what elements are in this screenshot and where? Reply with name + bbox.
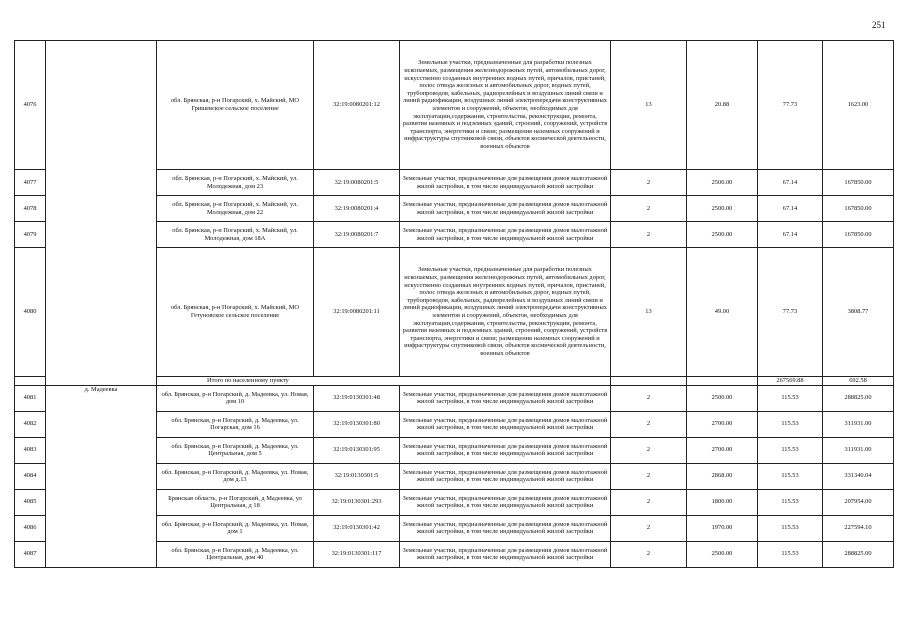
address-cell: обл. Брянская, р-н Погарский, д. Мадеевка, ул. Центральная, дом 40	[157, 541, 314, 567]
rate-cell: 115.53	[758, 463, 823, 489]
land-use-cell: Земельные участки, предназначенные для размещения домов малоэтажной жилой застройки, в том числе индивидуальной жилой застройки	[400, 170, 611, 196]
group-cell: 2	[611, 222, 687, 248]
group-cell: 2	[611, 515, 687, 541]
area-cell: 49.00	[687, 248, 758, 377]
area-cell: 2700.00	[687, 411, 758, 437]
group-cell: 13	[611, 248, 687, 377]
area-cell: 2500.00	[687, 541, 758, 567]
address-cell: обл. Брянская, р-н Погарский, д. Мадеевка, ул. Новая, дом 1	[157, 515, 314, 541]
address-cell: обл. Брянская, р-н Погарский, х. Майский, МО Гетуновское сельское поселение	[157, 248, 314, 377]
group-cell: 2	[611, 385, 687, 411]
group-cell: 2	[611, 196, 687, 222]
area-cell: 20.88	[687, 41, 758, 170]
group-cell: 2	[611, 463, 687, 489]
group-cell: 2	[611, 541, 687, 567]
land-use-cell: Земельные участки, предназначенные для размещения домов малоэтажной жилой застройки, в том числе индивидуальной жилой застройки	[400, 385, 611, 411]
address-cell: Брянская область, р-н Погарский, д Мадеевка, ул Центральная, д 18	[157, 489, 314, 515]
area-cell: 2700.00	[687, 437, 758, 463]
rate-cell: 115.53	[758, 541, 823, 567]
rate-cell: 77.73	[758, 248, 823, 377]
address-cell: обл. Брянская, р-н Погарский, х. Майский, ул. Молодежная, дом 22	[157, 196, 314, 222]
value-cell: 167850.00	[823, 222, 894, 248]
value-cell: 1623.00	[823, 41, 894, 170]
locality-cell	[46, 41, 157, 386]
page-number: 251	[872, 20, 886, 30]
area-cell: 1800.00	[687, 489, 758, 515]
row-number: 4076	[15, 41, 46, 170]
rate-cell: 67.14	[758, 222, 823, 248]
row-number: 4078	[15, 196, 46, 222]
land-use-cell: Земельные участки, предназначенные для размещения домов малоэтажной жилой застройки, в том числе индивидуальной жилой застройки	[400, 489, 611, 515]
land-use-cell: Земельные участки, предназначенные для размещения домов малоэтажной жилой застройки, в том числе индивидуальной жилой застройки	[400, 541, 611, 567]
value-cell: 207954.00	[823, 489, 894, 515]
value-cell: 331340.04	[823, 463, 894, 489]
value-cell: 3808.77	[823, 248, 894, 377]
rate-cell: 115.53	[758, 515, 823, 541]
rate-cell: 115.53	[758, 385, 823, 411]
cadastral-number: 32:19:0080201:7	[314, 222, 400, 248]
row-number: 4080	[15, 248, 46, 377]
rate-cell: 67.14	[758, 170, 823, 196]
row-number: 4084	[15, 463, 46, 489]
value-cell: 311931.00	[823, 437, 894, 463]
land-use-cell: Земельные участки, предназначенные для размещения домов малоэтажной жилой застройки, в том числе индивидуальной жилой застройки	[400, 196, 611, 222]
area-cell: 2500.00	[687, 196, 758, 222]
locality-name: д. Мадеевка	[46, 385, 157, 567]
address-cell: обл. Брянская, р-н Погарский, х. Майский, ул. Молодежная, дом 18А	[157, 222, 314, 248]
address-cell: обл. Брянская, р-н Погарский, д. Мадеевка, ул. Новая, дом д.13	[157, 463, 314, 489]
address-cell: обл. Брянская, р-н Погарский, х. Майский, МО Гришевское сельское поселение	[157, 41, 314, 170]
group-cell: 2	[611, 170, 687, 196]
row-number: 4087	[15, 541, 46, 567]
area-cell: 1970.00	[687, 515, 758, 541]
subtotal-label: Итого по населенному пункту	[157, 377, 611, 386]
cadastral-number: 32:19:0080201:11	[314, 248, 400, 377]
value-cell: 288825.00	[823, 385, 894, 411]
land-use-cell: Земельные участки, предназначенные для размещения домов малоэтажной жилой застройки, в том числе индивидуальной жилой застройки	[400, 437, 611, 463]
land-use-cell: Земельные участки, предназначенные для размещения домов малоэтажной жилой застройки, в том числе индивидуальной жилой застройки	[400, 222, 611, 248]
subtotal-area: 267569.88	[758, 377, 823, 386]
area-cell: 2500.00	[687, 170, 758, 196]
row-number: 4079	[15, 222, 46, 248]
cadastral-number: 32:19:0130301:5	[314, 463, 400, 489]
land-use-cell: Земельные участки, предназначенные для размещения домов малоэтажной жилой застройки, в том числе индивидуальной жилой застройки	[400, 411, 611, 437]
land-use-cell: Земельные участки, предназначенные для размещения домов малоэтажной жилой застройки, в том числе индивидуальной жилой застройки	[400, 463, 611, 489]
row-number: 4077	[15, 170, 46, 196]
value-cell: 288825.00	[823, 541, 894, 567]
table-row	[15, 385, 894, 411]
group-cell: 2	[611, 489, 687, 515]
row-number: 4081	[15, 385, 46, 411]
cadastral-number: 32:19:0130301:117	[314, 541, 400, 567]
address-cell: обл. Брянская, р-н Погарский, д. Мадеевка, ул. Центральная, дом 5	[157, 437, 314, 463]
cadastral-number: 32:19:0130301:293	[314, 489, 400, 515]
value-cell: 167850.00	[823, 196, 894, 222]
cadastral-number: 32:19:0130301:48	[314, 385, 400, 411]
area-cell: 2868.00	[687, 463, 758, 489]
subtotal-rate: 692.58	[823, 377, 894, 386]
address-cell: обл. Брянская, р-н Погарский, х. Майский, ул. Молодежная, дом 23	[157, 170, 314, 196]
rate-cell: 77.73	[758, 41, 823, 170]
group-cell: 2	[611, 437, 687, 463]
value-cell: 227594.10	[823, 515, 894, 541]
area-cell: 2500.00	[687, 385, 758, 411]
group-cell: 2	[611, 411, 687, 437]
row-number: 4082	[15, 411, 46, 437]
rate-cell: 67.14	[758, 196, 823, 222]
rate-cell: 115.53	[758, 437, 823, 463]
row-number: 4085	[15, 489, 46, 515]
group-cell: 13	[611, 41, 687, 170]
row-number: 4086	[15, 515, 46, 541]
cadastral-number: 32:19:0130301:95	[314, 437, 400, 463]
cadastral-number: 32:19:0130301:80	[314, 411, 400, 437]
cadastral-number: 32:19:0130301:42	[314, 515, 400, 541]
address-cell: обл. Брянская, р-н Погарский, д. Мадеевка, ул. Погарская, дом 16	[157, 411, 314, 437]
table-row	[15, 41, 894, 170]
cadastral-number: 32:19:0080201:4	[314, 196, 400, 222]
row-number: 4083	[15, 437, 46, 463]
cadastral-number: 32:19:0080201:12	[314, 41, 400, 170]
rate-cell: 115.53	[758, 411, 823, 437]
land-registry-table	[14, 40, 894, 568]
address-cell: обл. Брянская, р-н Погарский, д. Мадеевка, ул. Новая, дом 10	[157, 385, 314, 411]
land-use-cell: Земельные участки, предназначенные для разработки полезных ископаемых, размещения железнодорожных путей, автомобильных дорог, искусственно созданных внутренних водных путей, причалов, пристаней, полос отвода железных и автомобильных дорог, водных путей, трубопроводов, кабельных, радиорелейных и воздушных линий связи и линий радиофикации, воздушных линий электропередачи конструктивных элементов и сооружений, объектов, необходимых для эксплуатации,содержания, строительства, реконструкции, ремонта, развития наземных и подземных зданий, строений, сооружений, устройств транспорта, энергетики и связи; размещения наземных сооружений и инфраструктуры спутниковой связи, объектов космической деятельности, военных объектов	[400, 248, 611, 377]
value-cell: 167850.00	[823, 170, 894, 196]
cadastral-number: 32:19:0080201:5	[314, 170, 400, 196]
area-cell: 2500.00	[687, 222, 758, 248]
rate-cell: 115.53	[758, 489, 823, 515]
land-use-cell: Земельные участки, предназначенные для размещения домов малоэтажной жилой застройки, в том числе индивидуальной жилой застройки	[400, 515, 611, 541]
value-cell: 311931.00	[823, 411, 894, 437]
land-use-cell: Земельные участки, предназначенные для разработки полезных ископаемых, размещения железнодорожных путей, автомобильных дорог, искусственно созданных внутренних водных путей, причалов, пристаней, полос отвода железных и автомобильных дорог, водных путей, трубопроводов, кабельных, радиорелейных и воздушных линий связи и линий радиофикации, воздушных линий электропередачи конструктивных элементов и сооружений, объектов, необходимых для эксплуатации,содержания, строительства, реконструкции, ремонта, развития наземных и подземных зданий, строений, сооружений, устройств транспорта, энергетики и связи; размещения наземных сооружений и инфраструктуры спутниковой связи, объектов космической деятельности, военных объектов	[400, 41, 611, 170]
